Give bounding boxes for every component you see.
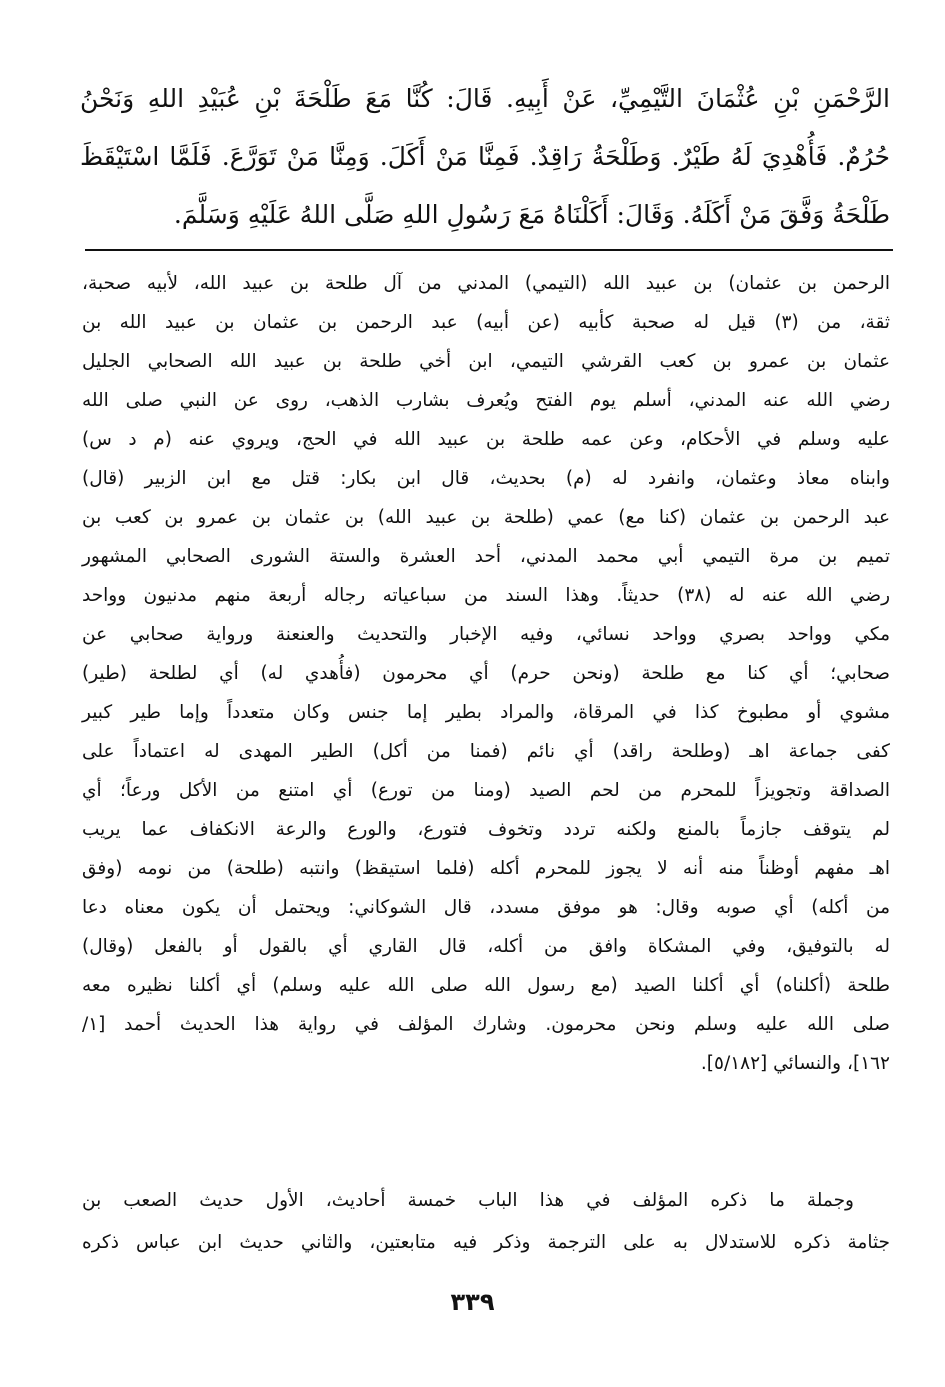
hadith-line: الرَّحْمَنِ بْنِ عُثْمَانَ التَّيْمِيِّ، عَنْ أَبِيهِ. قَالَ: كُنَّا مَعَ طَلْحَةَ بْنِ عُبَيْدِ اللهِ وَنَحْنُ [80,84,890,113]
commentary-line: عثمان بن عمرو بن كعب القرشي التيمي، ابن أخي طلحة بن عبيد الله الصحابي الجليل [82,351,890,372]
commentary-text [82,264,890,1083]
commentary-line: صحابي؛ أي كنا مع طلحة (ونحن حرم) أي محرمون (فأُهدي له) أي لطلحة (طير) [82,663,890,684]
commentary-line: لم يتوقف جازماً بالمنع ولكنه تردد وتخوف فتورع، والورع والرعة الانكفاف عما يريب [82,819,890,840]
commentary-line: صلى الله عليه وسلم ونحن محرمون. وشارك المؤلف في رواية هذا الحديث أحمد [١/ [82,1014,890,1035]
commentary-line: من أكله) أي صوبه وقال: هو موفق مسدد، قال الشوكاني: ويحتمل أن يكون معناه دعا [82,897,890,918]
commentary-line: رضي الله عنه له (٣٨) حديثاً. وهذا السند من سباعياته رجاله أربعة منهم مدنيون وواحد [82,585,890,606]
commentary-line: مكي وواحد بصري وواحد نسائي، وفيه الإخبار والتحديث والعنعنة ورواية صحابي عن [82,624,890,645]
hadith-line: حُرُمٌ. فَأُهْدِيَ لَهُ طَيْرٌ. وَطَلْحَةُ رَاقِدٌ. فَمِنَّا مَنْ أَكَلَ. وَمِنَّا مَنْ تَوَرَّعَ. فَلَمَّا اسْتَيْقَظَ [80,142,890,171]
commentary-line: الصداقة وتجويزاً للمحرم من لحم الصيد (ومنا من تورع) أي امتنع من الأكل ورعاً؛ أي [82,780,890,801]
commentary-line: ثقة، من (٣) قيل له صحبة كأبيه (عن أبيه) عبد الرحمن بن عثمان بن عبيد الله بن [82,312,890,333]
commentary-line: كفى جماعة اهـ (وطلحة راقد) أي نائم (فمنا من أكل) الطير المهدى له اعتماداً على [82,741,890,762]
hadith-line: طَلْحَةُ وَفَّقَ مَنْ أَكَلَهُ. وَقَالَ: أَكَلْنَاهُ مَعَ رَسُولِ اللهِ صَلَّى اللهُ عَلَيْهِ وَسَلَّمَ. [173,200,890,229]
commentary-line: عبد الرحمن بن عثمان (كنا مع) عمي (طلحة بن عبيد الله) بن عثمان بن عمرو بن كعب بن [82,507,890,528]
commentary-line: تميم بن مرة التيمي أبي محمد المدني، أحد العشرة والستة الشورى الصحابي المشهور [82,546,890,567]
page-number: ٣٣٩ [450,1288,495,1316]
footnote-divider [85,249,893,251]
summary-line: وجملة ما ذكره المؤلف في هذا الباب خمسة أحاديث، الأول حديث الصعب بن [82,1190,854,1211]
summary-paragraph [82,1180,890,1264]
commentary-line: اهـ مفهم أوظناً منه أنه لا يجوز للمحرم أكله (فلما استيقظ) وانتبه (طلحة) من نومه (وفق [82,858,890,879]
summary-line: جثامة ذكره للاستدلال به على الترجمة وذكر فيه متابعتين، والثاني حديث ابن عباس ذكره [82,1232,890,1253]
commentary-line: الرحمن بن عثمان) بن عبيد الله (التيمي) المدني من آل طلحة بن عبيد الله، لأبيه صحبة، [82,273,890,294]
commentary-line: طلحة (أكلناه) أي أكلنا الصيد (مع رسول الله صلى الله عليه وسلم) أي أكلنا نظيره معه [82,975,890,996]
hadith-text [80,70,890,244]
commentary-line: ١٦٢]، والنسائي [٥/١٨٢]. [700,1053,890,1074]
commentary-line: مشوي أو مطبوخ كذا في المرقاة، والمراد بطير إما جنس وكان متعدداً وإما طير كبير [82,702,890,723]
commentary-line: وابناه معاذ وعثمان، وانفرد له (م) بحديث، قال ابن بكار: قتل مع ابن الزبير (قال) [82,468,890,489]
commentary-line: عليه وسلم في الأحكام، وعن عمه طلحة بن عبيد الله في الحج، ويروي عنه (م د س) [82,429,890,450]
commentary-line: له بالتوفيق، وفي المشكاة وافق من أكله، قال القاري أي بالقول أو بالفعل (وقال) [82,936,890,957]
commentary-line: رضي الله عنه المدني، أسلم يوم الفتح ويُعرف بشارب الذهب، روى عن النبي صلى الله [82,390,890,411]
